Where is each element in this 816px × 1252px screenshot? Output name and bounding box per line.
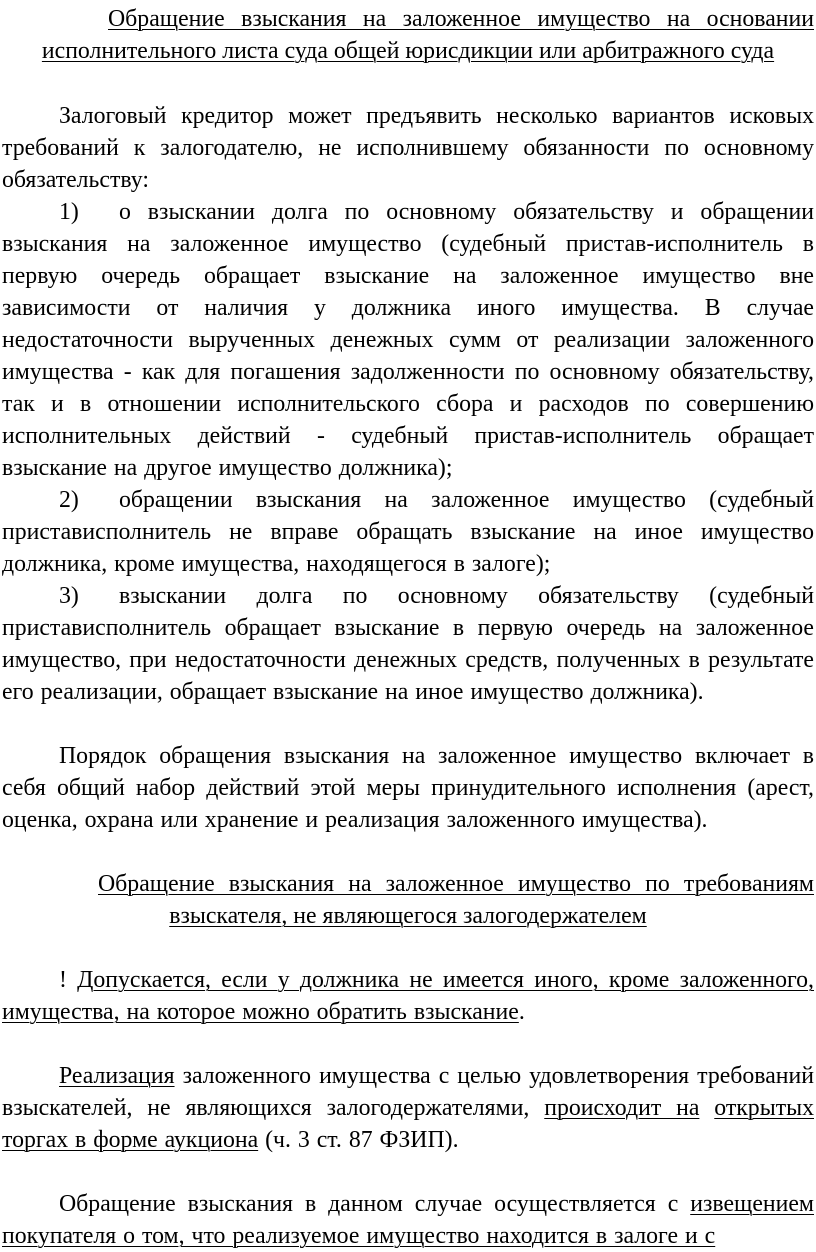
spacer	[2, 67, 814, 100]
list-item-1	[2, 196, 814, 484]
note-underlined-text: Допускается, если у должника не имеется иного, кроме заложенного, имущества, на которое можно обратить взыскание	[2, 967, 814, 1025]
realization-text-1: заложенного имущества с целью удовлетворения требований взыскателей, не являющихся залогодержателями,	[2, 1063, 814, 1121]
section-title-2-part2: взыскателя, не являющегося залогодержателем	[169, 903, 647, 929]
spacer	[2, 708, 814, 740]
realization-underline-3: открытых торгах в форме аукциона	[2, 1095, 814, 1153]
spacer	[2, 1028, 814, 1060]
realization-paragraph	[2, 1060, 814, 1156]
note-end: .	[518, 999, 525, 1025]
section-title-2-part1: Обращение взыскания на заложенное имущество по требованиям	[98, 871, 814, 897]
list-number-1: 1)	[59, 199, 79, 225]
procedure-paragraph: Порядок обращения взыскания на заложенное имущество включает в себя общий набор действий этой меры принудительного исполнения (арест, оценка, охрана или хранение и реализация заложенного имущества).	[2, 743, 814, 833]
spacer	[2, 932, 814, 964]
section-title-1	[2, 3, 814, 67]
last-paragraph	[2, 1188, 814, 1252]
spacer	[2, 836, 814, 868]
section-title-1-part1: Обращение взыскания на заложенное имущество на основании	[108, 6, 814, 32]
realization-text-3: (ч. 3 ст. 87 ФЗИП).	[258, 1127, 459, 1153]
note-mark: !	[59, 967, 67, 993]
list-item-3	[2, 580, 814, 708]
section-title-2	[2, 868, 814, 932]
last-text-1: Обращение взыскания в данном случае осуществляется с	[59, 1191, 691, 1217]
list-text-1: о взыскании долга по основному обязательству и обращении взыскания на заложенное имущество (судебный пристав-исполнитель в первую очередь обращает взыскание на заложенное имущество вне зависимости от наличия у должника иного имущества. В случае недостаточности вырученных денежных сумм от реализации заложенного имущества - как для погашения задолженности по основному обязательству, так и в отношении исполнительского сбора и расходов по совершению исполнительных действий - судебный пристав-исполнитель обращает взыскание на другое имущество должника);	[2, 199, 814, 481]
realization-underline-2: происходит на	[544, 1095, 700, 1121]
list-text-2: обращении взыскания на заложенное имущество (судебный пристависполнитель не вправе обращать взыскание на иное имущество должника, кроме имущества, находящегося в залоге);	[2, 487, 814, 577]
list-text-3: взыскании долга по основному обязательству (судебный пристависполнитель обращает взыскание в первую очередь на заложенное имущество, при недостаточности денежных средств, полученных в результате его реализации, обращает взыскание на иное имущество должника).	[2, 583, 814, 705]
spacer	[2, 1156, 814, 1188]
realization-text-2	[699, 1095, 714, 1121]
realization-term: Реализация	[59, 1063, 175, 1089]
section-title-1-part2: исполнительного листа суда общей юрисдикции или арбитражного суда	[41, 38, 775, 64]
intro-paragraph: Залоговый кредитор может предъявить несколько вариантов исковых требований к залогодателю, не исполнившему обязанности по основному обязательству:	[2, 103, 814, 193]
list-number-3: 3)	[59, 583, 79, 609]
list-number-2: 2)	[59, 487, 79, 513]
note-paragraph	[2, 964, 814, 1028]
list-item-2	[2, 484, 814, 580]
last-underlined: извещением покупателя о том, что реализуемое имущество находится в залоге и с	[2, 1191, 814, 1249]
